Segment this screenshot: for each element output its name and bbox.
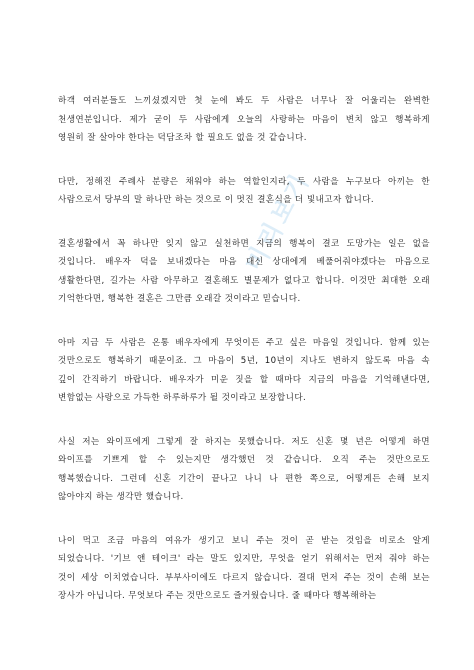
paragraph [58, 235, 430, 309]
document-body [58, 92, 430, 631]
text-line: 깊이 간직하기 바랍니다. 배우자가 미운 짓을 할 때마다 지금의 마음을 기억해낸다면, [58, 374, 430, 385]
paragraph [58, 532, 430, 606]
watermark: 미리보기 [239, 166, 316, 276]
text-line: 기억한다면, 행복한 결혼은 그만큼 오래갈 것이라고 믿습니다. [58, 294, 301, 304]
text-line: 것만으로도 행복하기 때문이죠. 그 마음이 5년, 10년이 지나도 변하지 않도록 마음 속 [58, 356, 430, 366]
text-line: 하객 여러분들도 느끼셨겠지만 첫 눈에 봐도 두 사람은 너무나 잘 어울리는 완벽한 [58, 96, 430, 106]
paragraph [58, 334, 430, 408]
text-line: 않아야지 하는 생각만 했습니다. [58, 492, 184, 502]
paragraph [58, 92, 430, 148]
text-line: 천생연분입니다. 제가 굳이 두 사람에게 오늘의 사랑하는 마음이 변치 않고 행복하게 [58, 114, 430, 125]
text-line: 사람으로서 당부의 말 하나만 하는 것으로 이 멋진 결혼식을 더 빛내고자 합니다. [58, 195, 375, 205]
text-line: 장사가 아닙니다. 무엇보다 주는 것만으로도 즐거웠습니다. 줄 때마다 행복해하는 [58, 591, 377, 601]
text-line: 나이 먹고 조금 마음의 여유가 생기고 보니 주는 것이 곧 받는 것임을 비로소 알게 [58, 535, 430, 546]
text-line: 행복했습니다. 그런데 신혼 기간이 끝나고 나니 나 편한 쪽으로, 어떻게든 손해 보지 [58, 473, 430, 484]
text-line: 것이 세상 이치였습니다. 부부사이에도 다르지 않습니다. 결대 먼저 주는 것이 손해 보는 [58, 572, 430, 583]
text-line: 다만, 정해진 주례사 분량은 채워야 하는 역할인지라, 두 사람을 누구보다 아끼는 한 [58, 176, 430, 187]
text-line: 와이프를 기쁘게 할 수 있는지만 생각했던 것 같습니다. 오직 주는 것만으로도 [58, 455, 430, 465]
text-line: 생활한다면, 길가는 사람 아무하고 결혼해도 별문제가 없다고 합니다. 이것만 최대한 오래 [58, 275, 430, 286]
text-line: 결혼생활에서 꼭 하나만 잊지 않고 실천하면 지금의 행복이 결코 도망가는 일은 없을 [58, 238, 430, 249]
text-line: 사실 저는 와이프에게 그렇게 잘 하지는 못했습니다. 저도 신혼 몇 년은 어떻게 하면 [58, 436, 430, 447]
paragraph [58, 433, 430, 507]
paragraph [58, 173, 430, 210]
text-line: 아마 지금 두 사람은 온통 배우자에게 무엇이든 주고 싶은 마음일 것입니다. 함께 있는 [58, 337, 430, 348]
text-line: 영원히 잘 살아야 한다는 덕담조차 할 필요도 없을 것 같습니다. [58, 133, 307, 143]
text-line: 변함없는 사랑으로 가득한 하루하루가 될 것이라고 보장합니다. [58, 393, 307, 403]
text-line: 되었습니다. '기브 앤 테이크' 라는 말도 있지만, 무엇을 얻기 위해서는 먼저 줘야 하는 [58, 554, 430, 564]
text-line: 것입니다. 배우자 덕을 보내겠다는 마음 대신 상대에게 베풀어줘야겠다는 마음으로 [58, 257, 430, 267]
